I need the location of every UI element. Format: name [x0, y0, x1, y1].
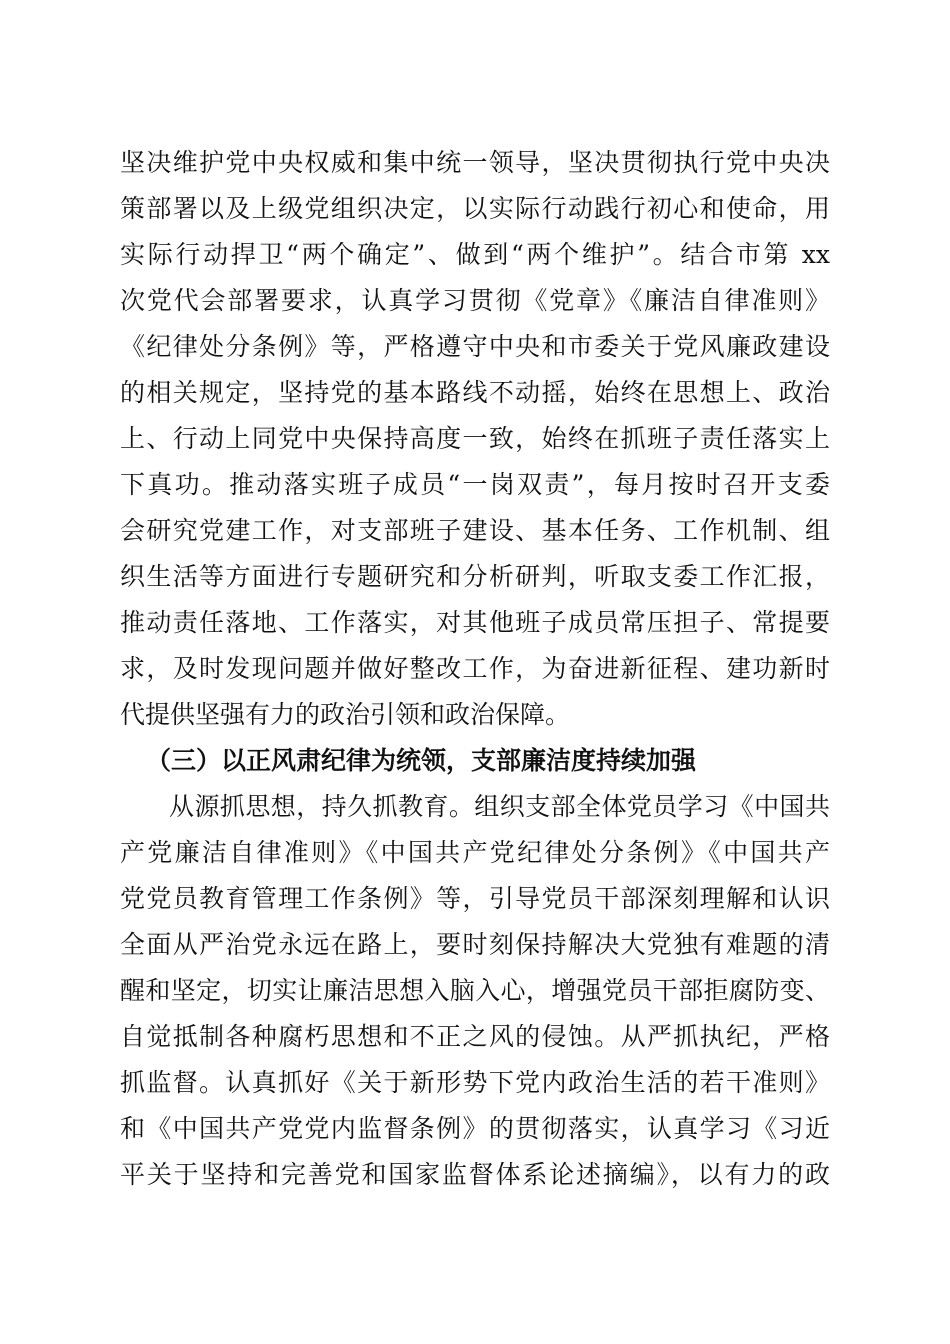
paragraph-2-line: 党党员教育管理工作条例》等，引导党员干部深刻理解和认识	[120, 884, 830, 913]
paragraph-1-line: 实际行动捍卫“两个确定”、做到“两个维护”。结合市第 xx	[120, 240, 830, 269]
paragraph-2-line: 产党廉洁自律准则》《中国共产党纪律处分条例》《中国共产	[120, 838, 830, 867]
paragraph-1-line: 次党代会部署要求，认真学习贯彻《党章》《廉洁自律准则》	[120, 286, 830, 315]
paragraph-1-line: 会研究党建工作，对支部班子建设、基本任务、工作机制、组	[120, 516, 830, 545]
paragraph-1-line: 下真功。推动落实班子成员“一岗双责”，每月按时召开支委	[120, 470, 830, 499]
paragraph-1-line: 上、行动上同党中央保持高度一致，始终在抓班子责任落实上	[120, 424, 830, 453]
paragraph-2-line: 全面从严治党永远在路上，要时刻保持解决大党独有难题的清	[120, 930, 830, 959]
paragraph-1-line: 求，及时发现问题并做好整改工作，为奋进新征程、建功新时	[120, 654, 830, 683]
paragraph-1-line: 的相关规定，坚持党的基本路线不动摇，始终在思想上、政治	[120, 378, 830, 407]
paragraph-2-line: 和《中国共产党党内监督条例》的贯彻落实，认真学习《习近	[120, 1114, 830, 1143]
paragraph-1-line: 代提供坚强有力的政治引领和政治保障。	[120, 700, 571, 729]
paragraph-2-line: 从源抓思想，持久抓教育。组织支部全体党员学习《中国共	[169, 792, 830, 821]
paragraph-1-line: 《纪律处分条例》等，严格遵守中央和市委关于党风廉政建设	[120, 332, 830, 361]
paragraph-2-line: 平关于坚持和完善党和国家监督体系论述摘编》，以有力的政	[120, 1160, 830, 1189]
paragraph-2-line: 醒和坚定，切实让廉洁思想入脑入心，增强党员干部拒腐防变、	[120, 976, 830, 1005]
paragraph-2-line: 抓监督。认真抓好《关于新形势下党内政治生活的若干准则》	[120, 1068, 830, 1097]
paragraph-1-line: 坚决维护党中央权威和集中统一领导，坚决贯彻执行党中央决	[120, 148, 830, 177]
paragraph-1-line: 策部署以及上级党组织决定，以实际行动践行初心和使命，用	[120, 194, 830, 223]
paragraph-2-line: 自觉抵制各种腐朽思想和不正之风的侵蚀。从严抓执纪，严格	[120, 1022, 830, 1051]
paragraph-1-line: 推动责任落地、工作落实，对其他班子成员常压担子、常提要	[120, 608, 830, 637]
paragraph-1-line: 织生活等方面进行专题研究和分析研判，听取支委工作汇报，	[120, 562, 830, 591]
section-heading: （三）以正风肃纪律为统领，支部廉洁度持续加强	[146, 746, 697, 775]
